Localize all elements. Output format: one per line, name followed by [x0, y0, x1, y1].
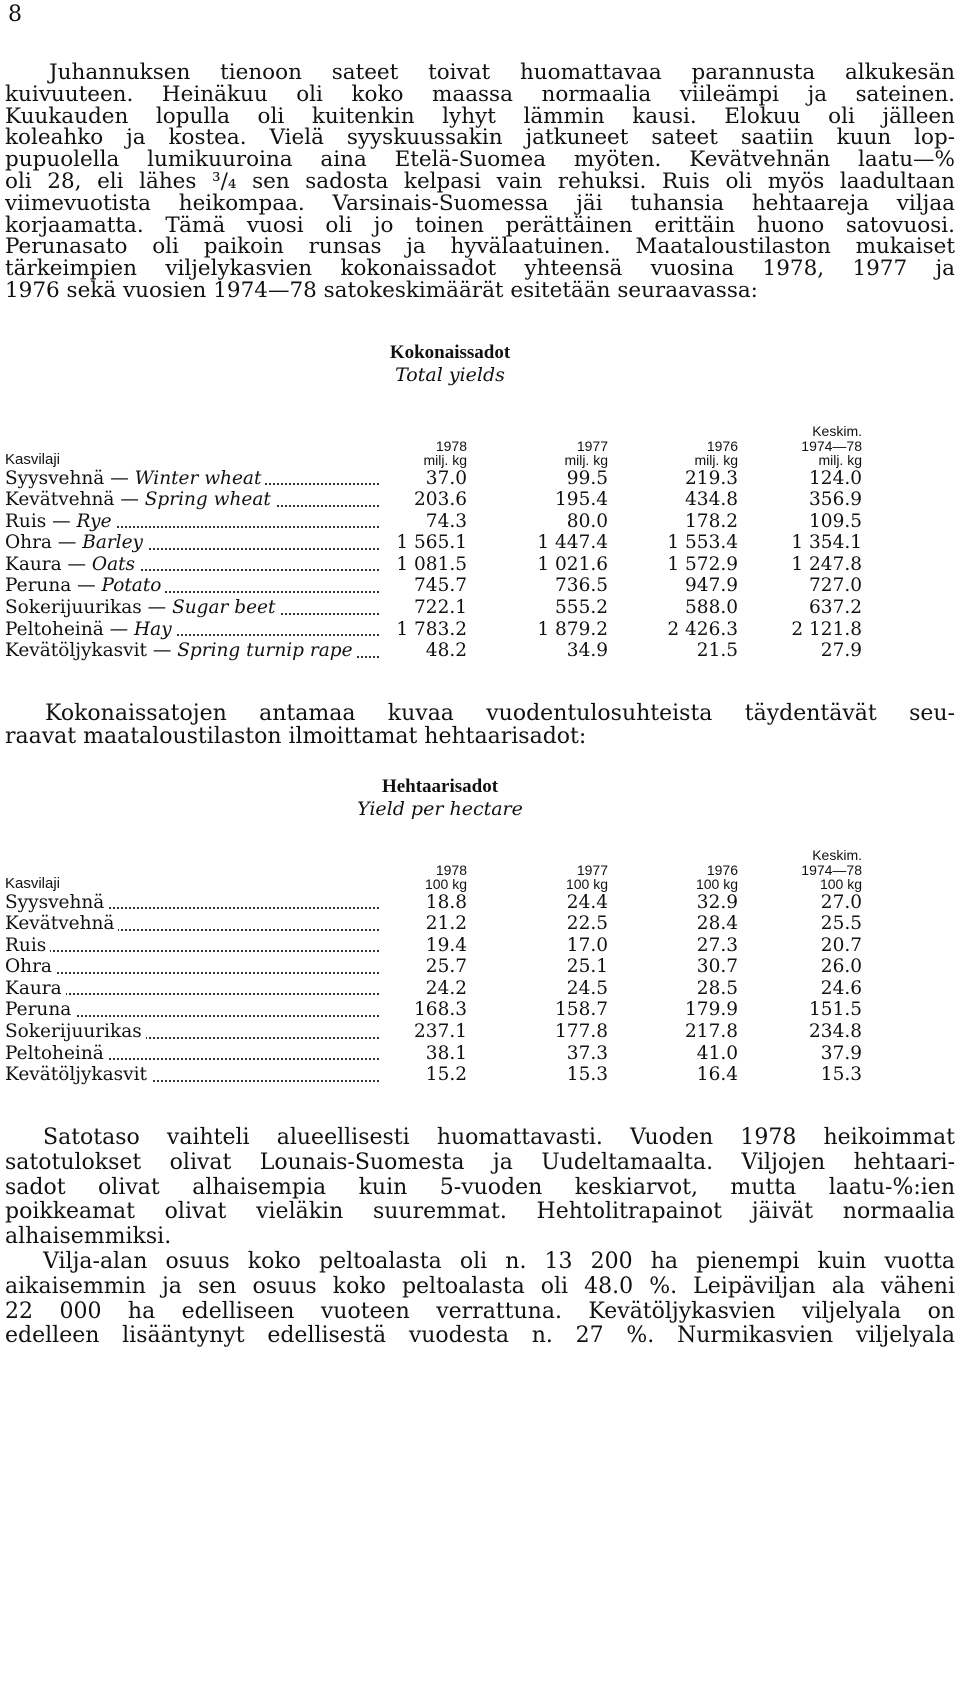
crop-name-finnish: Peltoheinä — [5, 1042, 104, 1064]
crop-name-finnish: Syysvehnä — [5, 891, 105, 913]
crop-name-finnish: Sokerijuurikas — — [5, 597, 173, 619]
text-line: pupuolella lumikuuroina aina Etelä-Suomea myöten. Kevätvehnän laatu—% — [5, 147, 955, 173]
crop-name — [5, 913, 118, 934]
value-cell: 434.8 — [685, 489, 738, 511]
value-cell: 124.0 — [809, 467, 862, 489]
value-cell: 80.0 — [566, 510, 608, 532]
crop-name-cell — [5, 554, 387, 576]
table-header-row — [5, 424, 862, 468]
crop-name-cell — [5, 532, 387, 554]
value-cell: 25.7 — [425, 956, 467, 978]
crop-name-finnish: Ohra — [5, 956, 52, 978]
crop-name-english: Barley — [82, 532, 144, 554]
value-cell: 736.5 — [555, 575, 608, 597]
value-cell: 30.7 — [696, 956, 738, 978]
crop-name — [5, 468, 265, 489]
page-number: 8 — [8, 2, 22, 27]
table-row — [5, 956, 862, 978]
table-row — [5, 1021, 862, 1043]
crop-name-english: Spring turnip rape — [177, 640, 353, 662]
crop-name — [5, 1064, 151, 1085]
table-row — [5, 978, 862, 1000]
table-row — [5, 892, 862, 914]
text-line: edelleen lisääntynyt edellisestä vuodesta n. 27 %. Nurmikasvien viljelyala — [5, 1323, 955, 1349]
value-cell: 1 572.9 — [667, 553, 738, 575]
table-row — [5, 597, 862, 619]
text-line: Kuukauden lopulla oli kuitenkin lyhyt lämmin kausi. Elokuu oli jälleen — [5, 103, 955, 129]
crop-name-cell — [5, 956, 387, 978]
value-cell: 1 021.6 — [537, 553, 608, 575]
crop-name-finnish: Ruis — — [5, 510, 77, 532]
text-line: tärkeimpien viljelykasvien kokonaissadot yhteensä vuosina 1978, 1977 ja — [5, 256, 955, 282]
table-row — [5, 640, 862, 662]
text-line: 22 000 ha edelliseen vuoteen verrattuna. Kevätöljykasvien viljelyala on — [5, 1298, 955, 1324]
crop-name-cell — [5, 575, 387, 597]
crop-name — [5, 532, 147, 553]
table2-subtitle: Yield per hectare — [357, 798, 523, 820]
crop-name-finnish: Kaura — — [5, 553, 92, 575]
crop-name-cell — [5, 892, 387, 914]
value-cell: 38.1 — [425, 1042, 467, 1064]
crop-name — [5, 640, 357, 661]
value-cell: 20.7 — [820, 934, 862, 956]
value-cell: 27.3 — [696, 934, 738, 956]
crop-name-english: Hay — [134, 618, 172, 640]
crop-name-cell — [5, 511, 387, 533]
value-cell: 168.3 — [414, 999, 467, 1021]
value-cell: 22.5 — [566, 913, 608, 935]
table-row — [5, 619, 862, 641]
middle-paragraph — [5, 702, 955, 748]
text-line: Satotaso vaihteli alueellisesti huomattavasti. Vuoden 1978 heikoimmat — [43, 1125, 955, 1150]
table-row — [5, 935, 862, 957]
table2-body — [5, 892, 862, 1086]
crop-name — [5, 935, 50, 956]
value-cell: 177.8 — [555, 1021, 608, 1043]
column-header-1978: 1978 milj. kg — [423, 437, 467, 468]
column-header-1978: 1978 100 kg — [424, 861, 467, 892]
value-cell: 25.5 — [820, 913, 862, 935]
value-cell: 1 447.4 — [537, 532, 608, 554]
crop-name-cell — [5, 978, 387, 1000]
text-line: 1976 sekä vuosien 1974—78 satokeskimäärät esitetään seuraavassa: — [5, 277, 758, 303]
column-header-average: Keskim. 1974—78 100 kg — [801, 847, 862, 892]
table-header-row — [5, 848, 862, 892]
value-cell: 947.9 — [685, 575, 738, 597]
value-cell: 722.1 — [414, 597, 467, 619]
table1-subtitle: Total yields — [395, 364, 505, 386]
crop-name — [5, 1043, 108, 1064]
value-cell: 28.5 — [696, 977, 738, 999]
crop-name-english: Oats — [91, 553, 136, 575]
text-line: kuivuuteen. Heinäkuu oli koko maassa normaalia viileämpi ja sateinen. — [5, 81, 955, 107]
crop-name-cell — [5, 597, 387, 619]
value-cell: 237.1 — [414, 1021, 467, 1043]
value-cell: 37.0 — [425, 467, 467, 489]
value-cell: 25.1 — [566, 956, 608, 978]
crop-name-cell — [5, 468, 387, 490]
value-cell: 37.9 — [820, 1042, 862, 1064]
table-row — [5, 489, 862, 511]
crop-name-english: Sugar beet — [172, 597, 276, 619]
table-row — [5, 1043, 862, 1065]
total-yields-table — [5, 424, 862, 662]
column-header-1977: 1977 100 kg — [565, 861, 608, 892]
crop-name-cell — [5, 999, 387, 1021]
text-line: koleahko ja kostea. Vielä syyskuussakin jatkuneet sateet saatiin kuun lop- — [5, 125, 955, 151]
value-cell: 21.2 — [425, 913, 467, 935]
table2-title: Hehtaarisadot — [381, 776, 499, 797]
value-cell: 19.4 — [425, 934, 467, 956]
value-cell: 234.8 — [809, 1021, 862, 1043]
crop-name-cell — [5, 1064, 387, 1086]
crop-name-english: Potato — [101, 575, 162, 597]
value-cell: 27.0 — [820, 891, 862, 913]
table-row — [5, 468, 862, 490]
crop-name-finnish: Ohra — — [5, 532, 83, 554]
crop-name-cell — [5, 935, 387, 957]
crop-name-finnish: Kevätöljykasvit — [5, 1064, 147, 1086]
yield-per-hectare-table — [5, 848, 862, 1086]
text-line: oli 28, eli lähes ³/₄ sen sadosta kelpasi vain rehuksi. Ruis oli myös laadultaan — [5, 168, 955, 194]
crop-name-cell — [5, 640, 387, 662]
value-cell: 17.0 — [566, 934, 608, 956]
crop-name — [5, 999, 75, 1020]
value-cell: 18.8 — [425, 891, 467, 913]
table-row — [5, 554, 862, 576]
crop-name — [5, 619, 176, 640]
crop-name-cell — [5, 913, 387, 935]
text-line: Kokonaissatojen antamaa kuvaa vuodentulosuhteista täydentävät seu- — [45, 701, 955, 726]
column-header-1976: 1976 milj. kg — [694, 437, 738, 468]
value-cell: 217.8 — [685, 1021, 738, 1043]
crop-name — [5, 978, 66, 999]
column-header-crop: Kasvilaji — [5, 875, 61, 892]
value-cell: 99.5 — [566, 467, 608, 489]
value-cell: 1 565.1 — [396, 532, 467, 554]
value-cell: 48.2 — [425, 640, 467, 662]
intro-paragraph — [5, 62, 955, 302]
table-row — [5, 999, 862, 1021]
closing-paragraph — [5, 1126, 955, 1349]
crop-name-finnish: Sokerijuurikas — [5, 1021, 142, 1043]
table2-heading — [320, 776, 560, 820]
value-cell: 74.3 — [425, 510, 467, 532]
crop-name — [5, 956, 56, 977]
crop-name-finnish: Kevätöljykasvit — — [5, 640, 178, 662]
value-cell: 1 553.4 — [667, 532, 738, 554]
text-line: raavat maataloustilaston ilmoittamat hehtaarisadot: — [5, 724, 587, 749]
value-cell: 15.3 — [820, 1064, 862, 1086]
crop-name — [5, 1021, 146, 1042]
leader-dots — [5, 972, 379, 974]
column-header-1976: 1976 100 kg — [695, 861, 738, 892]
value-cell: 158.7 — [555, 999, 608, 1021]
crop-name-english: Rye — [76, 510, 112, 532]
value-cell: 745.7 — [414, 575, 467, 597]
crop-name-finnish: Ruis — [5, 934, 47, 956]
leader-dots — [5, 950, 379, 952]
text-line: Juhannuksen tienoon sateet toivat huomattavaa parannusta alkukesän — [49, 60, 955, 85]
value-cell: 34.9 — [566, 640, 608, 662]
value-cell: 27.9 — [820, 640, 862, 662]
table1-heading — [330, 342, 570, 386]
text-line: viimevuotista heikompaa. Varsinais-Suomessa jäi tuhansia hehtaareja viljaa — [5, 190, 955, 216]
crop-name-english: Winter wheat — [134, 467, 262, 489]
value-cell: 178.2 — [685, 510, 738, 532]
text-line: sadot olivat alhaisempia kuin 5-vuoden keskiarvot, mutta laatu-%:ien — [5, 1174, 955, 1200]
value-cell: 2 426.3 — [667, 618, 738, 640]
text-line: alhaisemmiksi. — [5, 1224, 172, 1250]
table1-title: Kokonaissadot — [389, 342, 511, 363]
text-line: satotulokset olivat Lounais-Suomesta ja Uudeltamaalta. Viljojen hehtaari- — [5, 1149, 955, 1175]
value-cell: 16.4 — [696, 1064, 738, 1086]
value-cell: 21.5 — [696, 640, 738, 662]
column-header-crop: Kasvilaji — [5, 451, 61, 468]
value-cell: 151.5 — [809, 999, 862, 1021]
value-cell: 41.0 — [696, 1042, 738, 1064]
value-cell: 1 879.2 — [537, 618, 608, 640]
value-cell: 15.2 — [425, 1064, 467, 1086]
table-row — [5, 913, 862, 935]
crop-name-finnish: Kevätvehnä — [5, 913, 115, 935]
crop-name-finnish: Peltoheinä — — [5, 618, 135, 640]
crop-name-finnish: Kevätvehnä — — [5, 489, 145, 511]
value-cell: 637.2 — [809, 597, 862, 619]
text-line: Perunasato oli paikoin runsas ja hyvälaatuinen. Maataloustilaston mukaiset — [5, 234, 955, 260]
crop-name-cell — [5, 1043, 387, 1065]
value-cell: 195.4 — [555, 489, 608, 511]
table-row — [5, 511, 862, 533]
value-cell: 109.5 — [809, 510, 862, 532]
value-cell: 1 354.1 — [791, 532, 862, 554]
text-line: aikaisemmin ja sen osuus koko peltoalasta oli 48.0 %. Leipäviljan ala väheni — [5, 1273, 955, 1299]
value-cell: 1 247.8 — [791, 553, 862, 575]
crop-name-cell — [5, 489, 387, 511]
value-cell: 179.9 — [685, 999, 738, 1021]
value-cell: 555.2 — [555, 597, 608, 619]
crop-name-finnish: Syysvehnä — — [5, 467, 135, 489]
value-cell: 26.0 — [820, 956, 862, 978]
table-row — [5, 1064, 862, 1086]
value-cell: 727.0 — [809, 575, 862, 597]
table1-body — [5, 468, 862, 662]
value-cell: 37.3 — [566, 1042, 608, 1064]
text-line: Vilja-alan osuus koko peltoalasta oli n. 13 200 ha pienempi kuin vuotta — [43, 1248, 955, 1274]
crop-name-cell — [5, 619, 387, 641]
value-cell: 2 121.8 — [791, 618, 862, 640]
crop-name — [5, 489, 275, 510]
value-cell: 24.2 — [425, 977, 467, 999]
table-row — [5, 575, 862, 597]
crop-name — [5, 892, 108, 913]
column-header-1977: 1977 milj. kg — [564, 437, 608, 468]
column-header-average: Keskim. 1974—78 milj. kg — [801, 423, 862, 468]
value-cell: 32.9 — [696, 891, 738, 913]
text-line: korjaamatta. Tämä vuosi oli jo toinen perättäinen erittäin huono satovuosi. — [5, 212, 955, 238]
value-cell: 24.4 — [566, 891, 608, 913]
crop-name — [5, 554, 139, 575]
crop-name-finnish: Kaura — [5, 977, 62, 999]
text-line: poikkeamat olivat vieläkin suuremmat. Hehtolitrapainot jäivät normaalia — [5, 1199, 955, 1225]
crop-name-finnish: Peruna — [5, 999, 72, 1021]
table-row — [5, 532, 862, 554]
crop-name-finnish: Peruna — — [5, 575, 102, 597]
value-cell: 203.6 — [414, 489, 467, 511]
crop-name — [5, 575, 165, 596]
crop-name — [5, 511, 116, 532]
crop-name-cell — [5, 1021, 387, 1043]
value-cell: 24.6 — [820, 977, 862, 999]
value-cell: 28.4 — [696, 913, 738, 935]
value-cell: 1 081.5 — [396, 553, 467, 575]
value-cell: 24.5 — [566, 977, 608, 999]
value-cell: 588.0 — [685, 597, 738, 619]
value-cell: 356.9 — [809, 489, 862, 511]
value-cell: 219.3 — [685, 467, 738, 489]
value-cell: 1 783.2 — [396, 618, 467, 640]
value-cell: 15.3 — [566, 1064, 608, 1086]
crop-name-english: Spring wheat — [144, 489, 271, 511]
crop-name — [5, 597, 279, 618]
